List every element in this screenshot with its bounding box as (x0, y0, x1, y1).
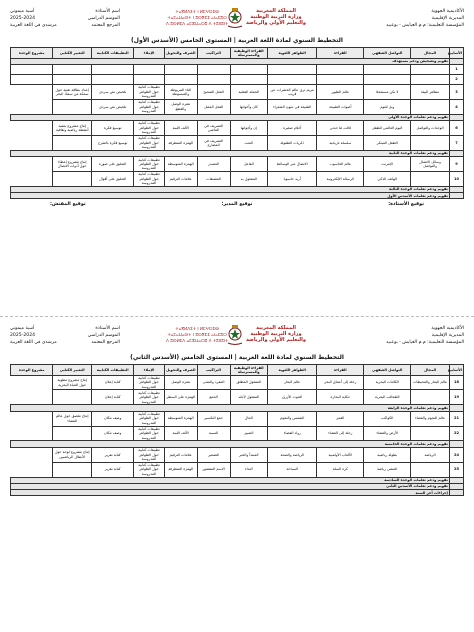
week-number (449, 193, 463, 199)
table-cell (411, 171, 450, 186)
table-cell (197, 64, 230, 74)
table-cell: التمييز (230, 426, 268, 441)
table-cell: القمر (317, 411, 364, 426)
table-cell: المبتدأ والخبر (230, 447, 268, 462)
table-cell (411, 64, 450, 74)
table-cell: كان وأخواتها (230, 99, 268, 114)
academy-label: الأكاديمية الجهوية (431, 9, 464, 14)
band-label: تقويم ودعم تعلمات الأسدس الأول (11, 193, 450, 199)
table-cell: لا تكن مستعجلا (364, 84, 411, 99)
directorate-label: المديرية الإقليمية (431, 16, 464, 21)
table-cell: جمع التكسير (197, 411, 230, 426)
table-cell: الجمع (197, 390, 230, 405)
table-cell: تطبيقات كتابية حول الظواهر المدروسة (134, 171, 165, 186)
column-header: المجال (411, 48, 450, 59)
table-row (11, 411, 464, 426)
table-cell (164, 74, 197, 84)
table-cell: تطبيقات كتابية حول الظواهر المدروسة (134, 135, 165, 150)
table-cell (53, 74, 92, 84)
band-label: تقويم ودعم تعلمات الأسدس الثاني (11, 483, 450, 489)
column-header: التراكيب (197, 48, 230, 59)
table-cell (317, 74, 364, 84)
table-cell: الفعل المعتل (197, 99, 230, 114)
table-cell (197, 74, 230, 84)
column-header: الظواهر اللغوية (268, 365, 317, 376)
table-cell: التاء المربوطة والمبسوطة (164, 84, 197, 99)
table-cell: الاسم المقصور (197, 462, 230, 477)
table-cell: الاتصال عبر الوسائط (268, 157, 317, 172)
week-number: 7 (449, 135, 463, 150)
table-cell: همزة الوصل والقطع (164, 99, 197, 114)
week-number: 2 (449, 74, 463, 84)
table-cell (164, 64, 197, 74)
column-header: القراءة الوظيفية والمسترسلة (230, 48, 268, 59)
band-label: تقويم ودعم تعلمات الوحدة الثانية (11, 150, 450, 156)
table-row (11, 447, 464, 462)
table-cell: أصوات الطبيعة (317, 99, 364, 114)
moroccan-emblem-icon (226, 324, 244, 346)
table-header-row (11, 365, 464, 376)
column-header: الأسابيع (449, 365, 463, 376)
table-cell: توسيع فكرة (92, 120, 134, 135)
column-header: الإملاء (134, 365, 165, 376)
table-cell: الجملة الفعلية (230, 84, 268, 99)
table-cell: عالم النجوم والفضاء (411, 411, 450, 426)
ministry-name-tifinagh: ⵜⴰⴳⵍⴷⵉⵜ ⵏ ⵍⵎⵖⵔⵉⴱ ⵜⴰⵎⴰⵡⴰⵙⵜ ⵏ ⵓⵙⴳⵎⵉ ⴰⵏⴰⵎⵓⵔ ⴷ ⵓⵙⵍⵎⴷ ⴰⵎⵣⵡⴰⵔⵓ ⴷ ⵜⵓⵏⵏⵓⵏⵜ (166, 9, 229, 26)
directorate-label: المديرية الإقليمية (431, 333, 464, 338)
band-label: تقويم ودعم تعلمات الوحدة الأولى (11, 114, 450, 120)
table-cell (411, 426, 450, 441)
table-cell (53, 171, 92, 186)
table-body (11, 375, 464, 496)
column-header: التعبير الكتابي (53, 48, 92, 59)
table-cell (411, 462, 450, 477)
table-cell: الهمزة على السطر (164, 390, 197, 405)
header-right-block (386, 8, 464, 29)
table-cell: الطحالب البحرية (364, 390, 411, 405)
table-body (11, 58, 464, 199)
table-cell: علامات الترقيم (164, 171, 197, 186)
table-cell: سلسلة تاريخية (317, 135, 364, 150)
table-cell: التعليق على أقوال (92, 171, 134, 186)
table-cell: الرسالة الإلكترونية (317, 171, 364, 186)
table-cell: توسيع فكرة بالشرح (92, 135, 134, 150)
table-cell: التعليق على صورة (92, 157, 134, 172)
table-cell: كتابة إعلان (92, 375, 134, 390)
table-cell: الهمزة المتوسطة (164, 411, 197, 426)
column-header: القراءة الوظيفية والمسترسلة (230, 365, 268, 376)
table-cell: إنتاج مشروع مطوية حول الحياة البحرية (53, 375, 92, 390)
header-left-block: اسم الأستاذة أسية ميموني الموسم الدراسي 2025-2024 المرجع المعتمد مرشدي في اللغة العربية (10, 326, 120, 345)
week-number: 9 (449, 157, 463, 172)
table-cell (134, 64, 165, 74)
table-cell: التصريف في الماضي (197, 120, 230, 135)
table-cell (411, 135, 450, 150)
week-number: 24 (449, 447, 463, 462)
table-cell: رواد الفضاء (268, 426, 317, 441)
document-header (10, 6, 464, 36)
table-row (11, 64, 464, 74)
table-cell (230, 64, 268, 74)
table-cell: الكائنات البحرية (364, 375, 411, 390)
teacher-signature-label: توقيع الأستاذة: (388, 202, 424, 208)
table-cell: الرياضة (411, 447, 450, 462)
table-cell: ذكريات الطفولة (268, 135, 317, 150)
table-cell (11, 64, 53, 74)
table-cell: علامات الترقيم (164, 447, 197, 462)
table-row (11, 390, 464, 405)
column-header: التعبير الكتابي (53, 365, 92, 376)
table-row (11, 157, 464, 172)
director-signature-label: توقيع المدير: (221, 202, 253, 208)
table-cell: تلخيص نص سردي (92, 84, 134, 99)
table-cell (92, 74, 134, 84)
table-cell: عالم البحار والمحيطات (411, 375, 450, 390)
table-cell: الشمس والنجوم (268, 411, 317, 426)
table-cell: الهاتف الذكي (364, 171, 411, 186)
school-label: المؤسسة التعليمية: م.م العيايش - بوعبيد (386, 23, 464, 28)
week-number: 10 (449, 171, 463, 186)
table-cell: الوحدات والتواصل (411, 120, 450, 135)
table-row (11, 462, 464, 477)
annual-plan-table (10, 364, 464, 496)
column-header: الظواهر اللغوية (268, 48, 317, 59)
signatures (10, 202, 464, 207)
table-cell: كتابة تقرير (92, 447, 134, 462)
table-cell: حكاية البحارة (317, 390, 364, 405)
table-cell: الفاعل (230, 157, 268, 172)
table-cell: إنتاج ملصق حول عالم الفضاء (53, 411, 92, 426)
week-number: 19 (449, 390, 463, 405)
table-cell: الطبيعة في عيون الشعراء (268, 99, 317, 114)
table-row (11, 426, 464, 441)
column-header: القراءة (317, 365, 364, 376)
table-cell: عالم الطيور (317, 84, 364, 99)
table-row (11, 135, 464, 150)
table-row (11, 375, 464, 390)
table-cell: المفعول لأجله (230, 390, 268, 405)
table-cell: قالت لنا جدتي (317, 120, 364, 135)
table-row (11, 84, 464, 99)
table-cell: الألعاب الأولمبية (317, 447, 364, 462)
table-cell: وسائل الاتصال والتواصل (411, 157, 450, 172)
table-cell: الهمزة المتطرفة (164, 462, 197, 477)
table-cell: المصدر (197, 157, 230, 172)
week-number: 3 (449, 84, 463, 99)
table-cell: كتابة تقرير (92, 462, 134, 477)
table-cell (53, 99, 92, 114)
table-cell: ويل للنوم (364, 99, 411, 114)
table-row (11, 74, 464, 84)
table-cell (364, 74, 411, 84)
table-cell: الحال (230, 411, 268, 426)
band-label: تقويم وتشخيص ودعم مستهدف (11, 58, 450, 64)
table-cell: رحلة إلى أعماق البحر (317, 375, 364, 390)
table-cell (364, 64, 411, 74)
table-cell (92, 64, 134, 74)
table-cell: تطبيقات كتابية حول الظواهر المدروسة (134, 120, 165, 135)
table-cell: الحوت الأزرق (268, 390, 317, 405)
table-cell: المشي رياضة (364, 462, 411, 477)
document-header (10, 323, 464, 353)
table-cell (53, 426, 92, 441)
week-number: 4 (449, 99, 463, 114)
table-cell: السباحة (268, 462, 317, 477)
moroccan-emblem-icon (226, 7, 244, 29)
table-cell: إن وأخواتها (230, 120, 268, 135)
week-number (449, 490, 463, 496)
table-cell (53, 64, 92, 74)
academy-label: الأكاديمية الجهوية (431, 326, 464, 331)
column-header: الصرف والتحويل (164, 48, 197, 59)
table-cell: تطبيقات كتابية حول الظواهر المدروسة (134, 462, 165, 477)
table-cell: وصف مكان (92, 426, 134, 441)
table-cell: إنتاج مشروع إعطاء حول أدوات الاتصال (53, 157, 92, 172)
page-semester-2 (0, 316, 474, 632)
table-cell: الإنترنت (364, 157, 411, 172)
ministry-name-arabic: المملكة المغربية وزارة التربية الوطنية والتعليم الأولي والرياضة (246, 8, 306, 26)
table-cell: تطبيقات كتابية حول الظواهر المدروسة (134, 447, 165, 462)
table-cell (411, 99, 450, 114)
table-cell: مريم ترى عالم الحشرات عن قريب (268, 84, 317, 99)
column-header: التواصل الشفهي (364, 365, 411, 376)
column-header: التطبيقات الكتابية (92, 48, 134, 59)
table-cell: الكواكب (364, 411, 411, 426)
table-cell: الألف اللينة (164, 120, 197, 135)
assessment-band-row (11, 490, 464, 496)
table-cell (53, 462, 92, 477)
table-cell: الألف اللينة (164, 426, 197, 441)
band-label: تقويم ودعم تعلمات الوحدة الخامسة (11, 441, 450, 447)
plan-title: التخطيط السنوي لمادة اللغة العربية | المستوى الخامس (الأسدس الأول) (131, 37, 343, 44)
table-cell (11, 74, 53, 84)
table-cell: الهمزة المتطرفة (164, 135, 197, 150)
column-header: الإملاء (134, 48, 165, 59)
table-cell: بطولة رياضية (364, 447, 411, 462)
table-cell: المفعول به (230, 171, 268, 186)
table-cell: مظاهر البيئة (411, 84, 450, 99)
column-header: مشروع الوحدة (11, 365, 53, 376)
table-cell: وصف مكان (92, 411, 134, 426)
table-cell (53, 390, 92, 405)
ministry-name-tifinagh: ⵜⴰⴳⵍⴷⵉⵜ ⵏ ⵍⵎⵖⵔⵉⴱ ⵜⴰⵎⴰⵡⴰⵙⵜ ⵏ ⵓⵙⴳⵎⵉ ⴰⵏⴰⵎⵓⵔ ⴷ ⵓⵙⵍⵎⴷ ⴰⵎⵣⵡⴰⵔⵓ ⴷ ⵜⵓⵏⵏⵓⵏⵜ (166, 326, 229, 343)
table-cell: أحلام صغيرة (268, 120, 317, 135)
table-cell: تطبيقات كتابية حول الظواهر المدروسة (134, 426, 165, 441)
table-cell: اليوم العالمي للطفل (364, 120, 411, 135)
column-header: الأسابيع (449, 48, 463, 59)
table-cell: كتابة إعلان (92, 390, 134, 405)
table-cell (134, 74, 165, 84)
table-cell: تطبيقات كتابية حول الظواهر المدروسة (134, 390, 165, 405)
table-cell: رحلة إلى الفضاء (317, 426, 364, 441)
table-cell (230, 74, 268, 84)
table-cell: تطبيقات كتابية حول الظواهر المدروسة (134, 375, 165, 390)
header-right-block (386, 325, 464, 346)
table-cell: النداء (230, 462, 268, 477)
table-cell: الأرض والفضاء (364, 426, 411, 441)
band-label: تقويم ودعم تعلمات الوحدة الثالثة (11, 186, 450, 192)
table-row (11, 99, 464, 114)
week-number: 21 (449, 411, 463, 426)
table-cell: كرة السلة (317, 462, 364, 477)
table-cell (411, 390, 450, 405)
assessment-band-row (11, 193, 464, 199)
table-cell: الهمزة المتوسطة (164, 157, 197, 172)
table-cell: الطفل المبتكر (364, 135, 411, 150)
column-header: التواصل الشفهي (364, 48, 411, 59)
table-cell: المفعول المطلق (230, 375, 268, 390)
table-cell: أريد حاسوبا (268, 171, 317, 186)
week-number: 25 (449, 462, 463, 477)
table-row (11, 171, 464, 186)
table-cell (411, 74, 450, 84)
column-header: الصرف والتحويل (164, 365, 197, 376)
inspector-signature-label: توقيع المفتش: (50, 202, 86, 208)
school-label: المؤسسة التعليمية: م.م العيايش - بوعبيد (386, 340, 464, 345)
table-cell: تطبيقات كتابية حول الظواهر المدروسة (134, 157, 165, 172)
table-cell: إنتاج مشروع لوحة حول الأبطال الرياضيين (53, 447, 92, 462)
week-number: 6 (449, 120, 463, 135)
week-number: 22 (449, 426, 463, 441)
table-cell: تلخيص نص سردي (92, 99, 134, 114)
table-cell: تطبيقات كتابية حول الظواهر المدروسة (134, 84, 165, 99)
table-cell (53, 135, 92, 150)
table-row (11, 120, 464, 135)
column-header: التطبيقات الكتابية (92, 365, 134, 376)
table-cell: همزة الوصل (164, 375, 197, 390)
table-header-row (11, 48, 464, 59)
column-header: التراكيب (197, 365, 230, 376)
table-cell: النعت (230, 135, 268, 150)
table-cell: إنتاج مشروع بتنفيذ أنشطة رياضية وثقافية (53, 120, 92, 135)
header-left-block: اسم الأستاذة أسية ميموني الموسم الدراسي 2025-2024 المرجع المعتمد مرشدي في اللغة العربية (10, 9, 120, 28)
table-cell: النسبة (197, 426, 230, 441)
table-cell: تطبيقات كتابية حول الظواهر المدروسة (134, 411, 165, 426)
table-cell: التصريف في المضارع (197, 135, 230, 150)
band-label: تقويم ودعم تعلمات الوحدة الرابعة (11, 405, 450, 411)
week-number: 1 (449, 64, 463, 74)
band-label: تقويم ودعم تعلمات الوحدة السادسة (11, 477, 450, 483)
column-header: القراءة (317, 48, 364, 59)
band-label: إجراءات آخر السنة (11, 490, 450, 496)
column-header: مشروع الوحدة (11, 48, 53, 59)
table-cell: الرياضة والصحة (268, 447, 317, 462)
table-cell: المفرد والمثنى (197, 375, 230, 390)
table-cell: عالم البحار (268, 375, 317, 390)
annual-plan-table (10, 47, 464, 199)
table-cell: عالم الحاسوب (317, 157, 364, 172)
table-cell: إعداد بطاقة تقنية حول سمكة من سمك البحر (53, 84, 92, 99)
table-cell: التصغير (197, 447, 230, 462)
table-cell (268, 64, 317, 74)
week-number: 18 (449, 375, 463, 390)
plan-title: التخطيط السنوي لمادة اللغة العربية | المستوى الخامس (الأسدس الثاني) (130, 354, 344, 361)
table-cell (317, 64, 364, 74)
table-cell: المشتقات (197, 171, 230, 186)
column-header: المجال (411, 365, 450, 376)
table-cell: الفعل الصحيح (197, 84, 230, 99)
table-cell (268, 74, 317, 84)
table-cell: تطبيقات كتابية حول الظواهر المدروسة (134, 99, 165, 114)
ministry-name-arabic: المملكة المغربية وزارة التربية الوطنية والتعليم الأولي والرياضة (246, 325, 306, 343)
